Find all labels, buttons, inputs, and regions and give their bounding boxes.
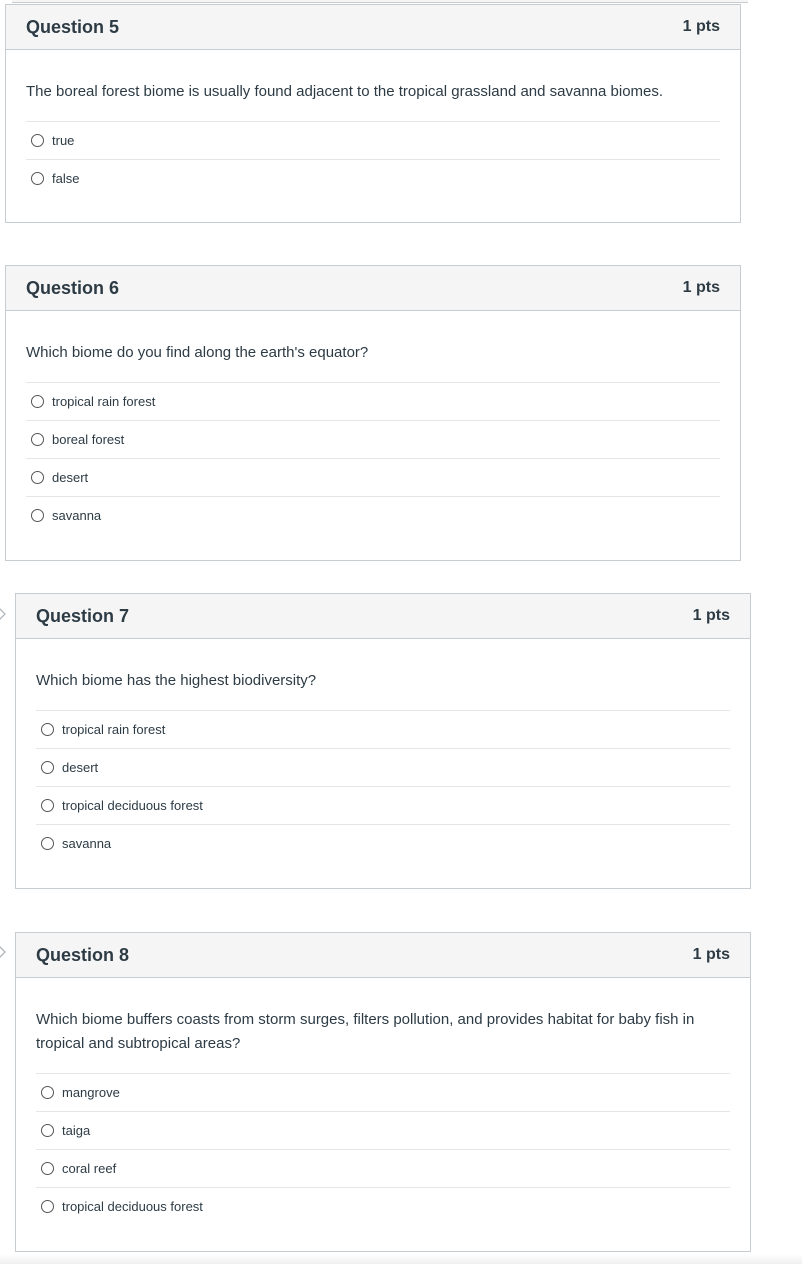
- question-body: [16, 639, 750, 862]
- answer-label: desert: [52, 470, 89, 485]
- radio-button[interactable]: [31, 471, 44, 484]
- question-points: 1 pts: [692, 607, 730, 624]
- question-5: [5, 4, 741, 223]
- question-title: Question 7: [36, 605, 130, 626]
- answer-label: savanna: [52, 508, 102, 523]
- answer-label: mangrove: [62, 1085, 120, 1100]
- question-body: [6, 50, 740, 197]
- answer-option[interactable]: [36, 1074, 730, 1112]
- answer-label: tropical deciduous forest: [62, 1199, 203, 1214]
- question-body: [16, 978, 750, 1225]
- answer-option[interactable]: [36, 1188, 730, 1225]
- answer-option[interactable]: [26, 421, 720, 459]
- question-points: 1 pts: [682, 18, 720, 35]
- radio-button[interactable]: [41, 1086, 54, 1099]
- answer-label: boreal forest: [52, 432, 125, 447]
- radio-button[interactable]: [41, 837, 54, 850]
- answer-option[interactable]: [26, 122, 720, 160]
- answer-option[interactable]: [26, 383, 720, 421]
- answer-list: [26, 121, 720, 197]
- radio-button[interactable]: [31, 395, 44, 408]
- answer-option[interactable]: [26, 160, 720, 197]
- radio-button[interactable]: [31, 172, 44, 185]
- question-title: Question 6: [26, 277, 120, 298]
- answer-option[interactable]: [36, 1150, 730, 1188]
- answer-option[interactable]: [36, 1112, 730, 1150]
- question-header: [16, 594, 750, 639]
- answer-list: [26, 382, 720, 534]
- radio-button[interactable]: [41, 761, 54, 774]
- radio-button[interactable]: [41, 723, 54, 736]
- answer-option[interactable]: [26, 459, 720, 497]
- question-header: [6, 5, 740, 50]
- radio-button[interactable]: [41, 1162, 54, 1175]
- question-text: Which biome has the highest biodiversity?: [36, 672, 317, 689]
- radio-button[interactable]: [41, 1200, 54, 1213]
- answer-list: [36, 710, 730, 862]
- question-header: [6, 266, 740, 311]
- radio-button[interactable]: [31, 433, 44, 446]
- question-text: The boreal forest biome is usually found adjacent to the tropical grassland and savanna biomes.: [26, 83, 664, 100]
- radio-button[interactable]: [31, 134, 44, 147]
- answer-label: coral reef: [62, 1161, 117, 1176]
- chevron-right-icon: [0, 607, 6, 621]
- question-8: [15, 932, 751, 1252]
- question-points: 1 pts: [692, 946, 730, 963]
- page-bottom-edge: [0, 1254, 802, 1264]
- question-title: Question 5: [26, 16, 120, 37]
- question-body: [6, 311, 740, 534]
- answer-label: tropical deciduous forest: [62, 798, 203, 813]
- question-points: 1 pts: [682, 279, 720, 296]
- answer-option[interactable]: [36, 787, 730, 825]
- answer-option[interactable]: [26, 497, 720, 534]
- radio-button[interactable]: [41, 1124, 54, 1137]
- answer-label: false: [52, 171, 80, 186]
- question-header: [16, 933, 750, 978]
- answer-list: [36, 1073, 730, 1225]
- previous-question-edge: [12, 0, 748, 3]
- question-7: [15, 593, 751, 889]
- question-6: [5, 265, 741, 561]
- chevron-right-icon: [0, 945, 6, 959]
- answer-label: taiga: [62, 1123, 91, 1138]
- answer-option[interactable]: [36, 825, 730, 862]
- answer-label: desert: [62, 760, 99, 775]
- question-text: Which biome buffers coasts from storm surges, filters pollution, and provides habitat for baby fish in tropical and subtropical areas?: [36, 1011, 695, 1052]
- question-text: Which biome do you find along the earth's equator?: [26, 344, 369, 361]
- answer-option[interactable]: [36, 711, 730, 749]
- answer-label: savanna: [62, 836, 112, 851]
- answer-label: true: [52, 133, 75, 148]
- radio-button[interactable]: [31, 509, 44, 522]
- radio-button[interactable]: [41, 799, 54, 812]
- answer-option[interactable]: [36, 749, 730, 787]
- question-title: Question 8: [36, 944, 130, 965]
- answer-label: tropical rain forest: [52, 394, 156, 409]
- answer-label: tropical rain forest: [62, 722, 166, 737]
